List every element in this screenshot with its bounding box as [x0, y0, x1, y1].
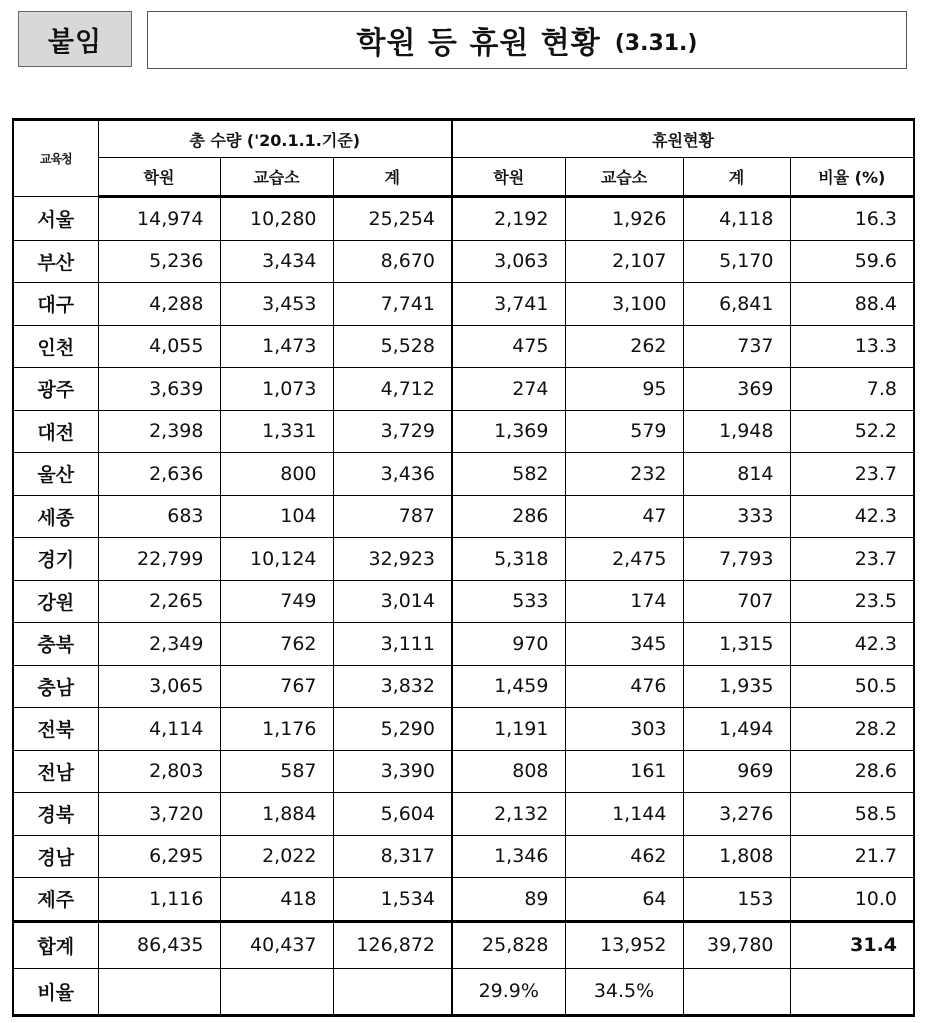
value-cell: [333, 968, 452, 1015]
table-row: [13, 921, 914, 968]
value-cell: [683, 968, 790, 1015]
value-cell: 533: [452, 580, 565, 623]
region-cell: 비율: [13, 968, 98, 1015]
value-cell: 3,639: [98, 368, 220, 411]
value-cell: 3,100: [565, 283, 683, 326]
value-cell: 737: [683, 325, 790, 368]
value-cell: 1,331: [220, 410, 333, 453]
title-box: [147, 11, 907, 69]
value-cell: 587: [220, 750, 333, 793]
table-row: [13, 580, 914, 623]
value-cell: 7,793: [683, 538, 790, 581]
region-cell: 전남: [13, 750, 98, 793]
value-cell: 3,390: [333, 750, 452, 793]
value-cell: 333: [683, 495, 790, 538]
region-cell: 경남: [13, 835, 98, 878]
subheader-cell: 학원: [452, 158, 565, 197]
value-cell: 23.7: [790, 453, 914, 496]
table-row: [13, 410, 914, 453]
value-cell: 29.9%: [452, 968, 565, 1015]
value-cell: 2,022: [220, 835, 333, 878]
value-cell: 5,318: [452, 538, 565, 581]
value-cell: 13,952: [565, 921, 683, 968]
value-cell: 1,346: [452, 835, 565, 878]
value-cell: 3,729: [333, 410, 452, 453]
value-cell: 5,236: [98, 240, 220, 283]
value-cell: 2,349: [98, 623, 220, 666]
value-cell: 64: [565, 878, 683, 922]
value-cell: 89: [452, 878, 565, 922]
value-cell: 1,534: [333, 878, 452, 922]
value-cell: 4,055: [98, 325, 220, 368]
region-cell: 대전: [13, 410, 98, 453]
value-cell: 3,063: [452, 240, 565, 283]
value-cell: 2,398: [98, 410, 220, 453]
region-cell: 서울: [13, 197, 98, 241]
value-cell: 3,111: [333, 623, 452, 666]
value-cell: 707: [683, 580, 790, 623]
value-cell: 1,315: [683, 623, 790, 666]
subheader-cell: 교습소: [220, 158, 333, 197]
value-cell: 88.4: [790, 283, 914, 326]
value-cell: 808: [452, 750, 565, 793]
value-cell: 2,107: [565, 240, 683, 283]
value-cell: 3,720: [98, 793, 220, 836]
value-cell: 8,317: [333, 835, 452, 878]
value-cell: 3,434: [220, 240, 333, 283]
value-cell: 28.2: [790, 708, 914, 751]
value-cell: 1,116: [98, 878, 220, 922]
subheader-cell: 교습소: [565, 158, 683, 197]
value-cell: 40,437: [220, 921, 333, 968]
value-cell: 345: [565, 623, 683, 666]
value-cell: 174: [565, 580, 683, 623]
value-cell: 4,712: [333, 368, 452, 411]
value-cell: 1,144: [565, 793, 683, 836]
value-cell: 683: [98, 495, 220, 538]
region-cell: 충북: [13, 623, 98, 666]
value-cell: 1,473: [220, 325, 333, 368]
value-cell: 1,935: [683, 665, 790, 708]
table-row: [13, 623, 914, 666]
table-row: [13, 968, 914, 1015]
value-cell: 767: [220, 665, 333, 708]
value-cell: 762: [220, 623, 333, 666]
value-cell: 475: [452, 325, 565, 368]
region-cell: 경기: [13, 538, 98, 581]
value-cell: 787: [333, 495, 452, 538]
value-cell: 1,808: [683, 835, 790, 878]
value-cell: 1,459: [452, 665, 565, 708]
table-row: [13, 750, 914, 793]
value-cell: 1,494: [683, 708, 790, 751]
value-cell: [220, 968, 333, 1015]
value-cell: 50.5: [790, 665, 914, 708]
value-cell: 582: [452, 453, 565, 496]
value-cell: 800: [220, 453, 333, 496]
attachment-tag: 붙임: [18, 11, 132, 67]
value-cell: 3,276: [683, 793, 790, 836]
value-cell: 749: [220, 580, 333, 623]
value-cell: 476: [565, 665, 683, 708]
table-row: [13, 283, 914, 326]
value-cell: 3,065: [98, 665, 220, 708]
value-cell: 47: [565, 495, 683, 538]
value-cell: 2,192: [452, 197, 565, 241]
value-cell: 6,295: [98, 835, 220, 878]
value-cell: 32,923: [333, 538, 452, 581]
subheader-cell: 학원: [98, 158, 220, 197]
value-cell: 95: [565, 368, 683, 411]
subheader-cell: 계: [333, 158, 452, 197]
value-cell: 25,254: [333, 197, 452, 241]
table-row: [13, 793, 914, 836]
value-cell: 7.8: [790, 368, 914, 411]
value-cell: 1,176: [220, 708, 333, 751]
value-cell: 8,670: [333, 240, 452, 283]
value-cell: 1,926: [565, 197, 683, 241]
value-cell: 369: [683, 368, 790, 411]
value-cell: 969: [683, 750, 790, 793]
closure-status-table: [12, 118, 915, 1017]
value-cell: 42.3: [790, 495, 914, 538]
region-cell: 광주: [13, 368, 98, 411]
value-cell: 5,604: [333, 793, 452, 836]
region-cell: 인천: [13, 325, 98, 368]
region-cell: 세종: [13, 495, 98, 538]
region-cell: 강원: [13, 580, 98, 623]
value-cell: 14,974: [98, 197, 220, 241]
value-cell: 1,191: [452, 708, 565, 751]
value-cell: 10,280: [220, 197, 333, 241]
table-row: [13, 665, 914, 708]
value-cell: 16.3: [790, 197, 914, 241]
value-cell: [98, 968, 220, 1015]
value-cell: 579: [565, 410, 683, 453]
table-row: [13, 835, 914, 878]
value-cell: 58.5: [790, 793, 914, 836]
value-cell: 10,124: [220, 538, 333, 581]
region-cell: 충남: [13, 665, 98, 708]
value-cell: 59.6: [790, 240, 914, 283]
value-cell: 232: [565, 453, 683, 496]
value-cell: 814: [683, 453, 790, 496]
value-cell: 3,436: [333, 453, 452, 496]
value-cell: 5,290: [333, 708, 452, 751]
table-row: [13, 878, 914, 922]
value-cell: 126,872: [333, 921, 452, 968]
value-cell: 462: [565, 835, 683, 878]
value-cell: 5,170: [683, 240, 790, 283]
value-cell: [790, 968, 914, 1015]
value-cell: 161: [565, 750, 683, 793]
header-group-closure: 휴원현황: [452, 120, 914, 158]
region-cell: 제주: [13, 878, 98, 922]
table-row: [13, 240, 914, 283]
value-cell: 274: [452, 368, 565, 411]
value-cell: 1,884: [220, 793, 333, 836]
value-cell: 7,741: [333, 283, 452, 326]
table-row: [13, 368, 914, 411]
value-cell: 3,014: [333, 580, 452, 623]
value-cell: 153: [683, 878, 790, 922]
subheader-cell: 계: [683, 158, 790, 197]
value-cell: 13.3: [790, 325, 914, 368]
value-cell: 5,528: [333, 325, 452, 368]
value-cell: 303: [565, 708, 683, 751]
value-cell: 3,741: [452, 283, 565, 326]
value-cell: 104: [220, 495, 333, 538]
table-row: [13, 453, 914, 496]
value-cell: 39,780: [683, 921, 790, 968]
region-cell: 울산: [13, 453, 98, 496]
value-cell: 970: [452, 623, 565, 666]
value-cell: 31.4: [790, 921, 914, 968]
value-cell: 21.7: [790, 835, 914, 878]
value-cell: 4,114: [98, 708, 220, 751]
value-cell: 2,803: [98, 750, 220, 793]
value-cell: 2,132: [452, 793, 565, 836]
value-cell: 23.7: [790, 538, 914, 581]
value-cell: 2,265: [98, 580, 220, 623]
value-cell: 22,799: [98, 538, 220, 581]
value-cell: 10.0: [790, 878, 914, 922]
value-cell: 1,948: [683, 410, 790, 453]
value-cell: 262: [565, 325, 683, 368]
value-cell: 34.5%: [565, 968, 683, 1015]
value-cell: 1,073: [220, 368, 333, 411]
value-cell: 6,841: [683, 283, 790, 326]
region-cell: 합계: [13, 921, 98, 968]
value-cell: 4,118: [683, 197, 790, 241]
region-cell: 경북: [13, 793, 98, 836]
table-row: [13, 708, 914, 751]
value-cell: 286: [452, 495, 565, 538]
subheader-cell: 비율 (%): [790, 158, 914, 197]
header-group-total: 총 수량 ('20.1.1.기준): [98, 120, 452, 158]
value-cell: 23.5: [790, 580, 914, 623]
value-cell: 52.2: [790, 410, 914, 453]
region-cell: 전북: [13, 708, 98, 751]
value-cell: 4,288: [98, 283, 220, 326]
page-title: 학원 등 휴원 현황: [356, 26, 601, 61]
value-cell: 25,828: [452, 921, 565, 968]
value-cell: 86,435: [98, 921, 220, 968]
region-cell: 대구: [13, 283, 98, 326]
value-cell: 3,832: [333, 665, 452, 708]
title-date: (3.31.): [614, 30, 698, 56]
table-row: [13, 325, 914, 368]
value-cell: 418: [220, 878, 333, 922]
value-cell: 28.6: [790, 750, 914, 793]
value-cell: 2,636: [98, 453, 220, 496]
header-edu-office: 교육청: [13, 120, 98, 197]
value-cell: 3,453: [220, 283, 333, 326]
table-row: [13, 197, 914, 241]
value-cell: 2,475: [565, 538, 683, 581]
region-cell: 부산: [13, 240, 98, 283]
value-cell: 1,369: [452, 410, 565, 453]
table-row: [13, 495, 914, 538]
value-cell: 42.3: [790, 623, 914, 666]
table-row: [13, 538, 914, 581]
